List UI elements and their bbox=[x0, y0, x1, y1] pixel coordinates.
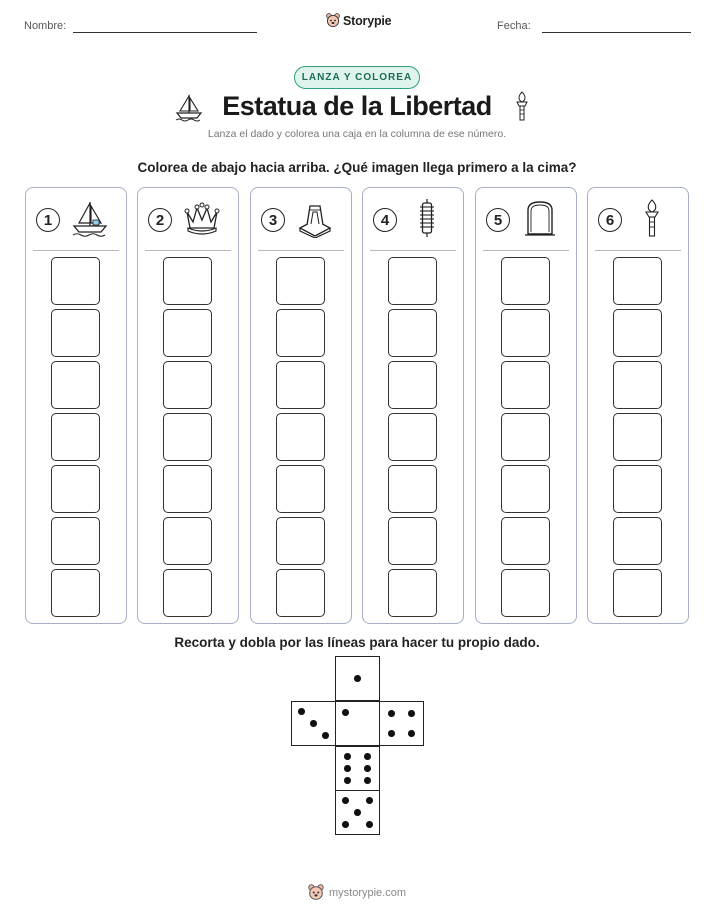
color-box[interactable] bbox=[613, 309, 662, 357]
color-box[interactable] bbox=[388, 413, 437, 461]
column-divider bbox=[370, 250, 456, 251]
color-box[interactable] bbox=[163, 361, 212, 409]
footer-url: mystorypie.com bbox=[329, 886, 407, 899]
page-title: Estatua de la Libertad bbox=[222, 91, 492, 121]
color-box[interactable] bbox=[51, 465, 100, 513]
die-pip bbox=[354, 809, 361, 816]
race-column-2 bbox=[137, 187, 239, 624]
color-box[interactable] bbox=[501, 361, 550, 409]
date-label: Fecha: bbox=[497, 20, 531, 32]
column-number: 3 bbox=[261, 208, 285, 232]
color-box[interactable] bbox=[613, 257, 662, 305]
column-divider bbox=[258, 250, 344, 251]
die-face-center bbox=[335, 701, 380, 746]
die-pip bbox=[354, 675, 361, 682]
color-box[interactable] bbox=[501, 413, 550, 461]
column-number: 5 bbox=[486, 208, 510, 232]
column-divider bbox=[595, 250, 681, 251]
color-box[interactable] bbox=[388, 257, 437, 305]
bear-mascot-icon bbox=[308, 884, 324, 901]
race-column-4 bbox=[362, 187, 464, 624]
activity-badge: LANZA Y COLOREA bbox=[294, 66, 420, 89]
color-box[interactable] bbox=[613, 517, 662, 565]
die-pip bbox=[408, 710, 415, 717]
color-box[interactable] bbox=[276, 413, 325, 461]
color-box[interactable] bbox=[276, 257, 325, 305]
die-face-left bbox=[291, 701, 336, 746]
color-box[interactable] bbox=[163, 569, 212, 617]
color-box[interactable] bbox=[163, 465, 212, 513]
name-write-line[interactable] bbox=[73, 32, 257, 33]
pedestal-icon bbox=[295, 198, 335, 238]
column-divider bbox=[33, 250, 119, 251]
column-divider bbox=[483, 250, 569, 251]
color-box[interactable] bbox=[276, 465, 325, 513]
die-pip bbox=[344, 777, 351, 784]
column-number: 1 bbox=[36, 208, 60, 232]
color-box[interactable] bbox=[501, 309, 550, 357]
color-box[interactable] bbox=[163, 309, 212, 357]
column-divider bbox=[145, 250, 231, 251]
color-box[interactable] bbox=[51, 257, 100, 305]
instruction-text: Colorea de abajo hacia arriba. ¿Qué imagen llega primero a la cima? bbox=[137, 160, 577, 175]
subtitle: Lanza el dado y colorea una caja en la columna de ese número. bbox=[207, 128, 507, 140]
footer bbox=[308, 884, 406, 901]
color-box[interactable] bbox=[51, 413, 100, 461]
color-box[interactable] bbox=[501, 569, 550, 617]
color-box[interactable] bbox=[388, 361, 437, 409]
color-box[interactable] bbox=[501, 517, 550, 565]
bear-mascot-icon bbox=[326, 13, 340, 28]
color-box[interactable] bbox=[388, 465, 437, 513]
die-pip bbox=[388, 710, 395, 717]
torch-icon bbox=[632, 198, 672, 238]
color-box[interactable] bbox=[163, 517, 212, 565]
brand-name: Storypie bbox=[343, 13, 392, 28]
column-number: 2 bbox=[148, 208, 172, 232]
die-pip bbox=[344, 753, 351, 760]
color-box[interactable] bbox=[613, 465, 662, 513]
die-face-top bbox=[335, 656, 380, 701]
race-column-1 bbox=[25, 187, 127, 624]
die-pip bbox=[388, 730, 395, 737]
color-box[interactable] bbox=[51, 309, 100, 357]
torch-icon bbox=[512, 91, 532, 123]
crown-icon bbox=[182, 198, 222, 238]
die-pip bbox=[364, 765, 371, 772]
color-box[interactable] bbox=[276, 309, 325, 357]
race-column-5 bbox=[475, 187, 577, 624]
die-face-right bbox=[379, 701, 424, 746]
die-pip bbox=[366, 797, 373, 804]
date-write-line[interactable] bbox=[542, 32, 691, 33]
sailboat-icon bbox=[70, 198, 110, 238]
die-pip bbox=[322, 732, 329, 739]
die-pip bbox=[366, 821, 373, 828]
color-box[interactable] bbox=[51, 361, 100, 409]
die-pip bbox=[298, 708, 305, 715]
color-box[interactable] bbox=[388, 569, 437, 617]
color-box[interactable] bbox=[276, 517, 325, 565]
color-box[interactable] bbox=[163, 413, 212, 461]
die-pip bbox=[342, 797, 349, 804]
color-box[interactable] bbox=[276, 569, 325, 617]
die-pip bbox=[342, 709, 349, 716]
color-box[interactable] bbox=[51, 517, 100, 565]
race-column-3 bbox=[250, 187, 352, 624]
die-pip bbox=[364, 753, 371, 760]
cut-instruction: Recorta y dobla por las líneas para hacer tu propio dado. bbox=[174, 635, 540, 650]
color-box[interactable] bbox=[501, 465, 550, 513]
column-number: 4 bbox=[373, 208, 397, 232]
die-pip bbox=[344, 765, 351, 772]
tablet-icon bbox=[520, 198, 560, 238]
die-pip bbox=[364, 777, 371, 784]
color-box[interactable] bbox=[276, 361, 325, 409]
color-box[interactable] bbox=[501, 257, 550, 305]
die-pip bbox=[342, 821, 349, 828]
color-box[interactable] bbox=[163, 257, 212, 305]
race-column-6 bbox=[587, 187, 689, 624]
color-box[interactable] bbox=[613, 361, 662, 409]
die-face-lower bbox=[335, 746, 380, 791]
column-number: 6 bbox=[598, 208, 622, 232]
die-pip bbox=[310, 720, 317, 727]
name-label: Nombre: bbox=[24, 20, 67, 32]
color-box[interactable] bbox=[51, 569, 100, 617]
die-pip bbox=[408, 730, 415, 737]
color-box[interactable] bbox=[388, 309, 437, 357]
color-box[interactable] bbox=[613, 569, 662, 617]
color-box[interactable] bbox=[613, 413, 662, 461]
color-box[interactable] bbox=[388, 517, 437, 565]
die-face-bottom bbox=[335, 790, 380, 835]
ladder-column-icon bbox=[407, 198, 447, 238]
brand-logo bbox=[326, 13, 391, 28]
